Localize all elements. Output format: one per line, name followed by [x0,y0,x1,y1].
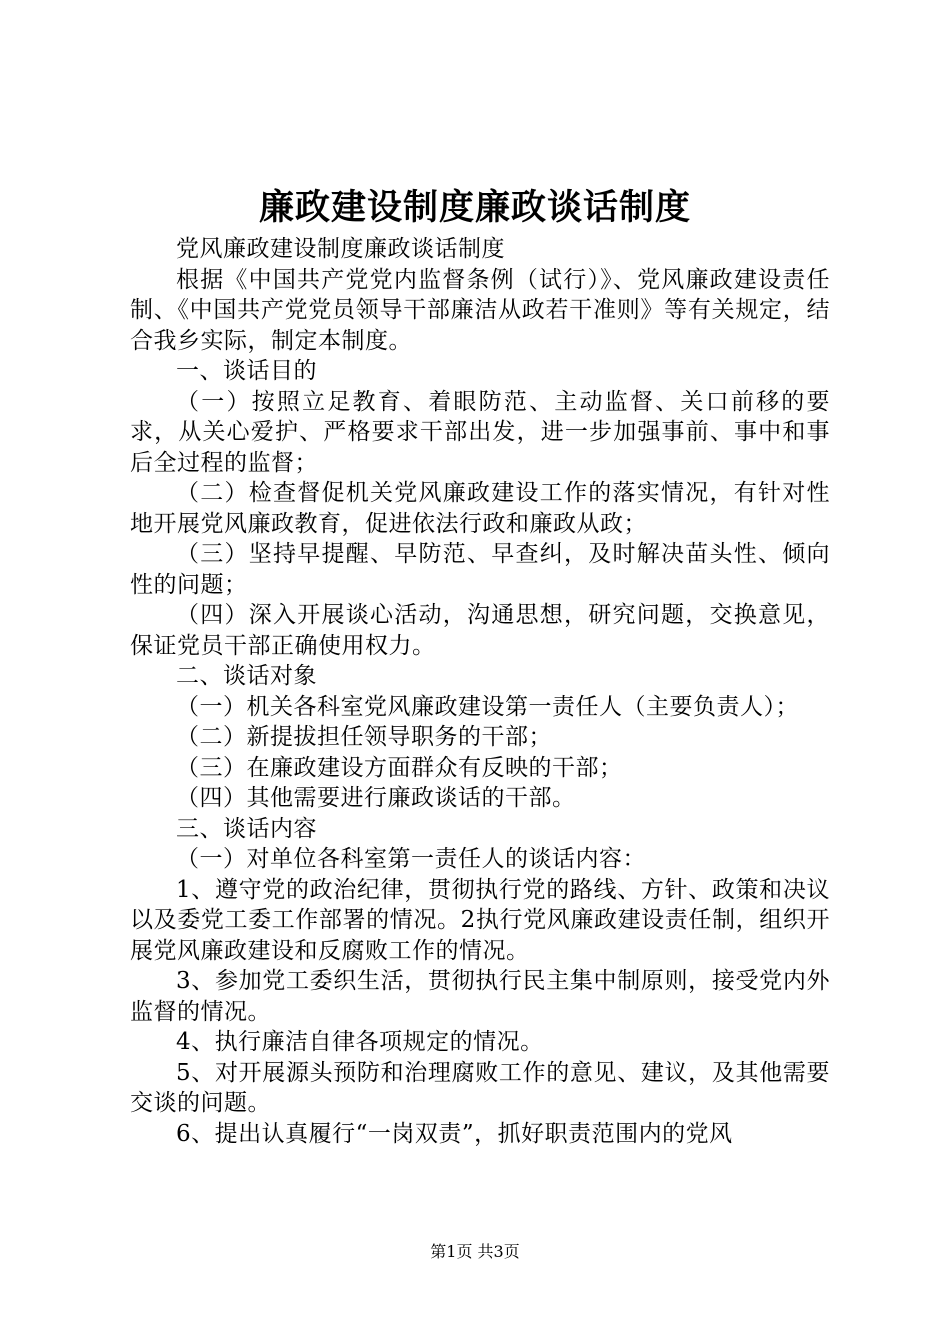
document-body [130,234,830,1149]
paragraph: （三）在廉政建设方面群众有反映的干部； [176,754,623,781]
paragraph: （三）坚持早提醒、早防范、早查纠，及时解决苗头性、倾向性的问题； [130,541,830,598]
paragraph: （四）深入开展谈心活动，沟通思想，研究问题，交换意见，保证党员干部正确使用权力。 [130,602,830,659]
paragraph: 党风廉政建设制度廉政谈话制度 [176,236,505,262]
paragraph: （二）新提拔担任领导职务的干部； [176,724,552,750]
document-title: 廉政建设制度廉政谈话制度 [258,187,691,228]
paragraph: 根据《中国共产党党内监督条例（试行）》、党风廉政建设责任制、《中国共产党党员领导干部廉洁从政若干准则》等有关规定，结合我乡实际，制定本制度。 [130,266,830,354]
paragraph: （一）按照立足教育、着眼防范、主动监督、关口前移的要求，从关心爱护、严格要求干部出发，进一步加强事前、事中和事后全过程的监督； [130,388,830,476]
section-heading: 三、谈话内容 [176,815,317,842]
section-heading: 二、谈话对象 [176,663,317,689]
paragraph: 3、参加党工委织生活，贯彻执行民主集中制原则，接受党内外监督的情况。 [130,968,830,1025]
paragraph: （四）其他需要进行廉政谈话的干部。 [176,785,576,811]
paragraph: （一）机关各科室党风廉政建设第一责任人（主要负责人）； [176,693,799,720]
paragraph: （二）检查督促机关党风廉政建设工作的落实情况，有针对性地开展党风廉政教育，促进依法行政和廉政从政； [130,480,830,537]
paragraph: （一）对单位各科室第一责任人的谈话内容： [176,846,646,872]
paragraph: 6、提出认真履行“一岗双责”，抓好职责范围内的党风 [176,1120,733,1147]
paragraph: 1、遵守党的政治纪律，贯彻执行党的路线、方针、政策和决议以及委党工委工作部署的情况。2执行党风廉政建设责任制，组织开展党风廉政建设和反腐败工作的情况。 [130,876,830,964]
page-footer: 第1页 共3页 [430,1242,520,1261]
paragraph: 5、对开展源头预防和治理腐败工作的意见、建议，及其他需要交谈的问题。 [130,1059,830,1116]
paragraph: 4、执行廉洁自律各项规定的情况。 [176,1029,544,1055]
section-heading: 一、谈话目的 [176,358,317,384]
